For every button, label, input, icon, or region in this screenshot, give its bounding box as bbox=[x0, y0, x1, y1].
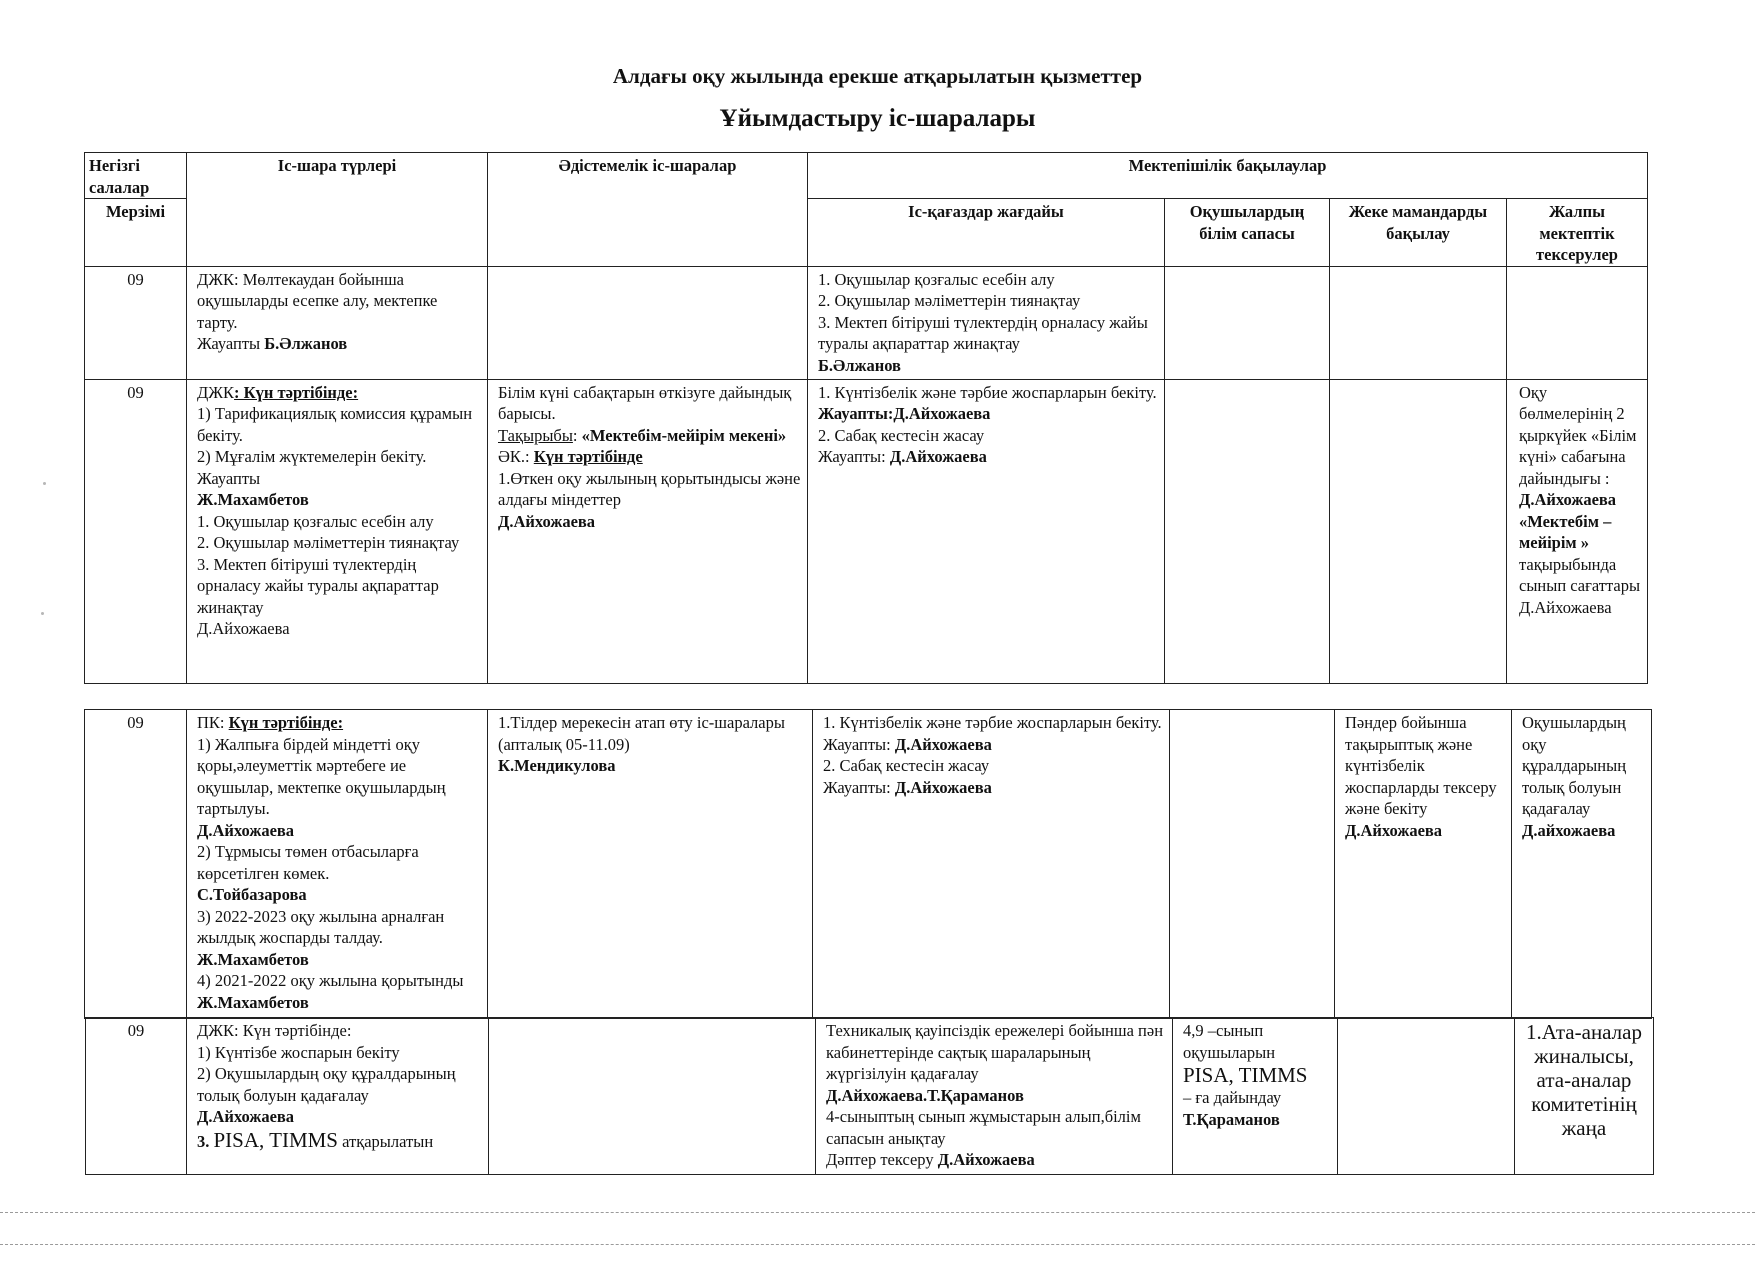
header-mektepishilik: Мектепішілік бақылаулар bbox=[808, 153, 1648, 199]
row-period: 09 bbox=[85, 710, 187, 1019]
row-specialists: Пәндер бойынша тақырыптық және күнтізбелік жоспарларды тексеру және бекіту Д.Айхожаева bbox=[1335, 710, 1512, 1019]
activities-table-continued bbox=[84, 709, 1652, 1019]
activities-table bbox=[84, 152, 1648, 684]
header-zheke-mamandar: Жеке мамандарды бақылау bbox=[1330, 199, 1507, 267]
row-quality bbox=[1165, 266, 1330, 379]
row-methodical: Білім күні сабақтарын өткізуге дайындық барысы. Тақырыбы: «Мектебім-мейірім мекені» ӘК.: Күн тәртібінде 1.Өткен оқу жылының қорытындысы және алдағы міндеттер Д.Айхожаева bbox=[488, 379, 808, 683]
page-title: Алдағы оқу жылында ерекше атқарылатын қызметтер bbox=[612, 64, 1143, 88]
scan-line bbox=[0, 1244, 1755, 1245]
row-quality bbox=[1165, 379, 1330, 683]
row-specialists bbox=[1338, 1018, 1515, 1175]
scan-speck bbox=[41, 612, 44, 615]
row-period: 09 bbox=[85, 379, 187, 683]
row-general: Оқушылардың оқу құралдарының толық болуын қадағалау Д.айхожаева bbox=[1512, 710, 1652, 1019]
header-zhalpy-tekserul: Жалпы мектептік тексерулер bbox=[1507, 199, 1648, 267]
header-adistemelik: Әдістемелік іс-шаралар bbox=[488, 153, 808, 267]
row-documents: Техникалық қауіпсіздік ережелері бойынша пән кабинеттерінде сақтық шараларының жүргізілуін қадағалау Д.Айхожаева.Т.Қараманов 4-сыныптың сынып жұмыстарын алып,білім сапасын анықтау Дәптер тексеру Д.Айхожаева bbox=[816, 1018, 1173, 1175]
row-activity: ДЖК: Күн тәртібінде: 1) Күнтізбе жоспарын бекіту 2) Оқушылардың оқу құралдарының толық болуын қадағалау Д.Айхожаева 3. PISA, TIMMS атқарылатын bbox=[187, 1018, 489, 1175]
row-documents: 1. Оқушылар қозғалыс есебін алу 2. Оқушылар мәліметтерін тиянақтау 3. Мектеп бітіруші түлектердің орналасу жайы туралы ақпараттар жинақтау Б.Әлжанов bbox=[808, 266, 1165, 379]
row-methodical bbox=[489, 1018, 816, 1175]
header-okushylar-bilim: Оқушылардың білім сапасы bbox=[1165, 199, 1330, 267]
row-period: 09 bbox=[86, 1018, 187, 1175]
row-activity: ПК: Күн тәртібінде: 1) Жалпыға бірдей міндетті оқу қоры,әлеуметтік мәртебеге ие оқушылар, мектепке оқушылардың тартылуы. Д.Айхожаева 2) Тұрмысы төмен отбасыларға көрсетілген көмек. С.Тойбазарова 3) 2022-2023 оқу жылына арналған жылдық жоспарды талдау. Ж.Махамбетов 4) 2021-2022 оқу жылына қорытынды Ж.Махамбетов bbox=[187, 710, 488, 1019]
header-merzimi: Мерзімі bbox=[85, 199, 187, 267]
row-general: 1.Ата-аналар жиналысы, ата-аналар комитетінің жаңа bbox=[1515, 1018, 1654, 1175]
header-is-shara-turleri: Іс-шара түрлері bbox=[187, 153, 488, 267]
row-methodical bbox=[488, 266, 808, 379]
row-specialists bbox=[1330, 379, 1507, 683]
scan-speck bbox=[43, 482, 46, 485]
row-activity: ДЖК: Күн тәртібінде: 1) Тарификациялық комиссия құрамын бекіту. 2) Мұғалім жүктемелерін бекіту. Жауапты Ж.Махамбетов 1. Оқушылар қозғалыс есебін алу 2. Оқушылар мәліметтерін тиянақтау 3. Мектеп бітіруші түлектердің орналасу жайы туралы ақпараттар жинақтау Д.Айхожаева bbox=[187, 379, 488, 683]
row-methodical: 1.Тілдер мерекесін атап өту іс-шаралары (апталық 05-11.09) К.Мендикулова bbox=[488, 710, 813, 1019]
row-quality: 4,9 –сынып оқушыларын PISA, TIMMS – ға дайындау Т.Қараманов bbox=[1173, 1018, 1338, 1175]
header-is-qagazdar: Іс-қағаздар жағдайы bbox=[808, 199, 1165, 267]
row-documents: 1. Күнтізбелік және тәрбие жоспарларын бекіту. Жауапты:Д.Айхожаева 2. Сабақ кестесін жасау Жауапты: Д.Айхожаева bbox=[808, 379, 1165, 683]
scan-line bbox=[0, 1212, 1755, 1213]
row-quality bbox=[1170, 710, 1335, 1019]
activities-table-continued-2 bbox=[85, 1017, 1654, 1175]
row-general bbox=[1507, 266, 1648, 379]
row-period: 09 bbox=[85, 266, 187, 379]
row-specialists bbox=[1330, 266, 1507, 379]
row-activity: ДЖК: Мөлтекаудан бойынша оқушыларды есепке алу, мектепке тарту. Жауапты Б.Әлжанов bbox=[187, 266, 488, 379]
row-general: Оқу бөлмелерінің 2 қыркүйек «Білім күні» сабағына дайындығы : Д.Айхожаева «Мектебім – мейірім » тақырыбында сынып сағаттары Д.Айхожаева bbox=[1507, 379, 1648, 683]
row-documents: 1. Күнтізбелік және тәрбие жоспарларын бекіту. Жауапты: Д.Айхожаева 2. Сабақ кестесін жасау Жауапты: Д.Айхожаева bbox=[813, 710, 1170, 1019]
page-subtitle: Ұйымдастыру іс-шаралары bbox=[719, 105, 1036, 132]
header-negizgi-salalar: Негізгі салалар bbox=[85, 153, 187, 199]
